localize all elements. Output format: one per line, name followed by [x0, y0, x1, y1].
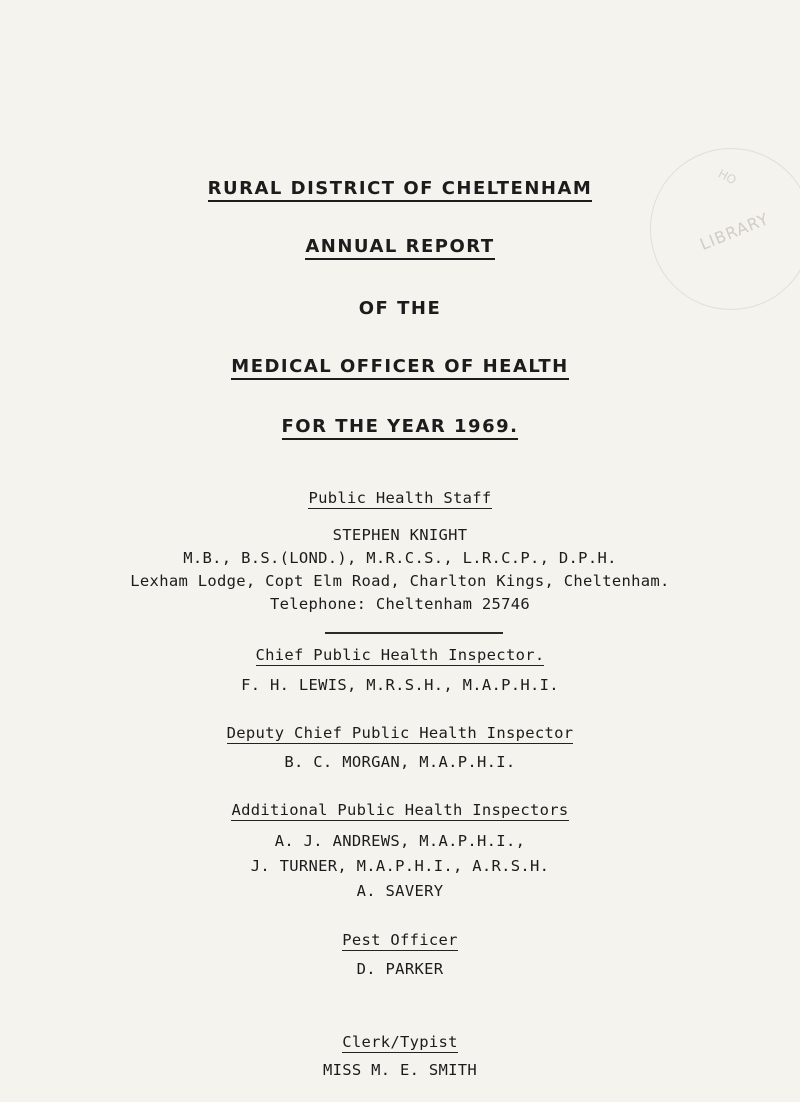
title-year-text: FOR THE YEAR 1969. [282, 416, 519, 440]
title-medical-officer-text: MEDICAL OFFICER OF HEALTH [231, 356, 568, 380]
moh-address: Lexham Lodge, Copt Elm Road, Charlton Kings, Cheltenham. [130, 572, 670, 590]
deputy-inspector-name: B. C. MORGAN, M.A.P.H.I. [284, 753, 516, 771]
library-stamp-text-top: HO [715, 166, 739, 188]
staff-section-title: Public Health Staff [308, 489, 492, 507]
library-stamp-text: LIBRARY [697, 209, 772, 254]
deputy-inspector-title: Deputy Chief Public Health Inspector [226, 724, 574, 742]
additional-inspectors-title: Additional Public Health Inspectors [231, 801, 569, 819]
moh-name: STEPHEN KNIGHT [332, 526, 468, 544]
title-annual-report [0, 236, 800, 260]
additional-inspector-2: J. TURNER, M.A.P.H.I., A.R.S.H. [250, 857, 550, 875]
additional-inspector-1: A. J. ANDREWS, M.A.P.H.I., [274, 832, 526, 850]
additional-inspector-3: A. SAVERY [356, 882, 444, 900]
moh-telephone: Telephone: Cheltenham 25746 [269, 595, 531, 613]
title-medical-officer [0, 356, 800, 380]
title-of-the [0, 298, 800, 319]
moh-qualifications: M.B., B.S.(LOND.), M.R.C.S., L.R.C.P., D.P.H. [183, 549, 617, 567]
chief-inspector-title: Chief Public Health Inspector. [255, 646, 545, 664]
title-district-text: RURAL DISTRICT OF CHELTENHAM [208, 178, 593, 202]
title-district [0, 178, 800, 202]
chief-inspector-name: F. H. LEWIS, M.R.S.H., M.A.P.H.I. [241, 676, 559, 694]
title-year [0, 416, 800, 440]
title-of-the-text: OF THE [358, 298, 442, 319]
pest-officer-name: D. PARKER [356, 960, 444, 978]
section-divider [325, 632, 503, 634]
clerk-title: Clerk/Typist [342, 1033, 458, 1051]
clerk-name: MISS M. E. SMITH [322, 1061, 478, 1079]
pest-officer-title: Pest Officer [342, 931, 458, 949]
title-annual-report-text: ANNUAL REPORT [305, 236, 494, 260]
